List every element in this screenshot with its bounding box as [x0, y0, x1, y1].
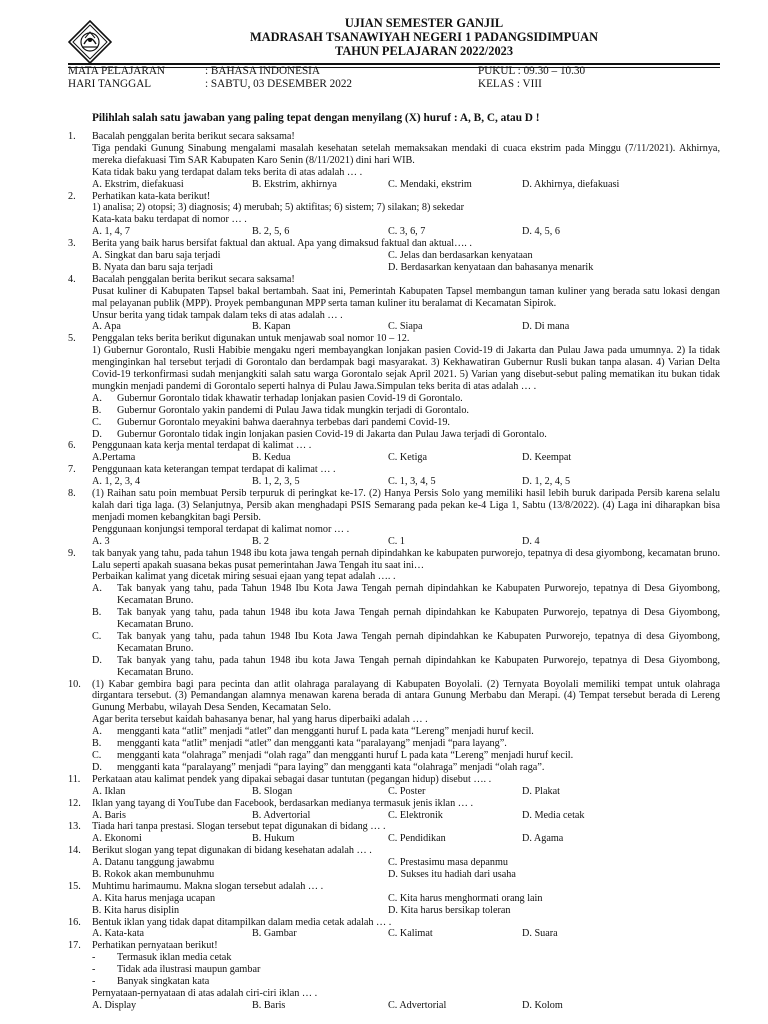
answer-option[interactable]: C. Advertorial: [388, 999, 447, 1011]
question-number: 2.: [68, 190, 76, 202]
answer-option[interactable]: D. Sukses itu hadiah dari usaha: [388, 869, 516, 880]
question-text: Perhatikan pernyataan berikut!: [92, 940, 218, 952]
answer-option[interactable]: C. Pendidikan: [388, 833, 446, 845]
answer-option[interactable]: B. Kapan: [252, 321, 291, 333]
answer-options: [0, 321, 768, 333]
answer-option[interactable]: A. Apa: [92, 321, 121, 333]
answer-option[interactable]: C. Poster: [388, 785, 426, 797]
question-text: Tiada hari tanpa prestasi. Slogan tersebut tepat digunakan di bidang … .: [92, 821, 386, 833]
answer-option[interactable]: C. 3, 6, 7: [388, 226, 426, 238]
answer-option[interactable]: D. 1, 2, 4, 5: [522, 476, 571, 488]
answer-option[interactable]: [0, 393, 768, 405]
question-number: 17.: [68, 940, 81, 952]
exam-title: UJIAN SEMESTER GANJIL: [344, 16, 504, 30]
question-number: 10.: [68, 678, 81, 690]
answer-option[interactable]: C. Ketiga: [388, 452, 428, 464]
answer-option[interactable]: D. Agama: [522, 833, 564, 845]
answer-options: [0, 893, 768, 905]
answer-option[interactable]: B. Gambar: [252, 928, 297, 940]
day-label: HARI TANGGAL: [68, 78, 152, 90]
question-item: [0, 440, 768, 464]
question-number: 4.: [68, 273, 76, 285]
question-number: 5.: [68, 333, 76, 345]
question-item: [0, 917, 768, 941]
answer-option[interactable]: [0, 738, 768, 750]
answer-options: [0, 833, 768, 845]
answer-option[interactable]: B. Hukum: [252, 833, 295, 845]
option-text: Gubernur Gorontalo tidak khawatir terhadap lonjakan pasien Covid-19 di Gorontalo.: [117, 392, 463, 404]
option-letter: A.: [92, 392, 102, 404]
answer-options: [0, 536, 768, 548]
question-text: Muhtimu harimaumu. Makna slogan tersebut adalah … .: [92, 880, 324, 892]
answer-option[interactable]: C. Jelas dan berdasarkan kenyataan: [388, 250, 533, 262]
answer-option[interactable]: B. 1, 2, 3, 5: [252, 476, 300, 488]
option-text: Tak banyak yang tahu, pada tahun 1948 Ibu Kota Jawa Tengah pernah dipindahkan ke Kabupaten Purworejo, tepatnya di desa Giyombong, Kecamatan Bruno.: [117, 630, 720, 654]
answer-option[interactable]: A. 1, 4, 7: [92, 226, 130, 238]
question-text: Pernyataan-pernyataan di atas adalah ciri-ciri iklan … .: [92, 988, 318, 999]
statement-item: [0, 952, 768, 964]
question-passage: Pusat kuliner di Kabupaten Tapsel bakal bertambah. Saat ini, Pemerintah Kabupaten Tapsel membangun taman kuliner yang berada satu lokasi dengan mal pelayanan publik (MPP). Proyek pembangunan MPP serta taman kuliner itu beralamat di Kecamatan Sipirok.: [92, 285, 720, 309]
option-text: mengganti kata “olahraga” menjadi “olah raga” dan mengganti huruf L pada kata “Lereng” menjadi huruf kecil.: [117, 750, 574, 761]
question-item: [0, 845, 768, 881]
answer-option[interactable]: A. Singkat dan baru saja terjadi: [92, 250, 221, 262]
question-item: [0, 274, 768, 334]
answer-option[interactable]: D. Suara: [522, 928, 558, 940]
answer-option[interactable]: [0, 607, 768, 631]
day-value: : SABTU, 03 DESEMBER 2022: [205, 78, 353, 90]
question-text: Iklan yang tayang di YouTube dan Facebook, berdasarkan medianya termasuk jenis iklan … .: [92, 797, 474, 809]
option-letter: D.: [92, 761, 102, 773]
answer-option[interactable]: B. Advertorial: [252, 809, 311, 821]
question-passage: Kata tidak baku yang terdapat dalam teks berita di atas adalah … .: [92, 166, 363, 178]
option-letter: B.: [92, 607, 102, 619]
answer-option[interactable]: C. Prestasimu masa depanmu: [388, 857, 508, 869]
answer-option[interactable]: [0, 429, 768, 441]
question-text: Penggunaan kata keterangan tempat terdapat di kalimat … .: [92, 464, 336, 476]
answer-option[interactable]: C. Kalimat: [388, 928, 433, 940]
statement-text: Banyak singkatan kata: [117, 976, 210, 988]
answer-option[interactable]: C. Siapa: [388, 321, 423, 333]
option-text: mengganti kata “atlit” menjadi “atlet” dan mengganti kata “paralayang” menjadi “para layang”.: [117, 738, 507, 750]
question-item: [0, 238, 768, 274]
question-passage: Kata-kata baku terdapat di nomor … .: [92, 214, 247, 226]
option-text: Gubernur Gorontalo tidak ingin lonjakan pasien Covid-19 di Jakarta dan Pulau Jawa terjadi di Gorontalo.: [117, 428, 547, 440]
answer-options: [0, 928, 768, 940]
question-number: 16.: [68, 916, 81, 928]
answer-option[interactable]: D. Media cetak: [522, 809, 585, 821]
answer-options: [0, 1000, 768, 1012]
option-text: mengganti kata “atlit” menjadi “atlet” dan mengganti huruf L pada kata “Lereng” menjadi huruf kecil.: [117, 726, 534, 738]
question-item: [0, 798, 768, 822]
statement-text: Termasuk iklan media cetak: [117, 952, 232, 964]
answer-option[interactable]: [0, 726, 768, 738]
answer-option[interactable]: B. 2: [252, 535, 269, 547]
statement-text: Tidak ada ilustrasi maupun gambar: [117, 964, 261, 976]
question-text: tak banyak yang tahu, pada tahun 1948 ibu kota jawa tengah pernah dipindahkan ke kabupaten purworejo, tepatnya di desa giyombong, kecamatan bruno. Lalu seperti apakah suasana bekas pusat pemerintahan Jawa Tengah itu saat ini…: [92, 547, 720, 571]
question-text: (1) Raihan satu poin membuat Persib terpuruk di peringkat ke-17. (2) Hanya Persis Solo yang memiliki hasil lebih buruk daripada Persib karena selalu kalah dari tiga laga. (3) Selanjutnya, Persib akan menghadapi PSIS Semarang pada pekan ke-4 Liga 1, Sabtu (13/8/2022). (4) Laga ini diharapkan bisa menjadi momen kebangkitan bagi Persib.: [92, 488, 720, 523]
question-text: Perkataan atau kalimat pendek yang dipakai sebagai dasar tuntutan (pegangan hidup) disebut …. .: [92, 773, 492, 785]
answer-option[interactable]: B. Baris: [252, 999, 286, 1011]
answer-options: [0, 810, 768, 822]
answer-option[interactable]: B. Kita harus disiplin: [92, 904, 180, 916]
question-item: [0, 821, 768, 845]
question-passage: Penggunaan konjungsi temporal terdapat di kalimat nomor … .: [92, 523, 350, 535]
question-number: 11.: [68, 773, 81, 785]
bullet-marker: -: [92, 952, 96, 964]
answer-option[interactable]: [0, 762, 768, 774]
answer-option[interactable]: A. Baris: [92, 809, 126, 821]
answer-option[interactable]: [0, 631, 768, 655]
option-text: Tak banyak yang tahu, pada Tahun 1948 Ibu Kota Jawa Tengah pernah dipindahkan ke Kabupaten Purworejo, tepatnya di Desa Giyombong, Kecamatan Bruno.: [117, 583, 720, 607]
answer-option[interactable]: D. Plakat: [522, 785, 560, 797]
answer-option[interactable]: D. Kita harus bersikap toleran: [388, 904, 511, 916]
question-passage: Tiga pendaki Gunung Sinabung mengalami masalah kesehatan setelah memaksakan mendaki di cuaca ekstrim pada Minggu (7/11/2021). Akhirnya, mereka diefakuasi Tim SAR Kabupaten Karo Senin (8/11/2021) dini hari WIB.: [92, 142, 720, 166]
question-item: [0, 940, 768, 1011]
option-letter: A.: [92, 726, 102, 738]
answer-option[interactable]: D. Di mana: [522, 321, 570, 333]
option-letter: C.: [92, 630, 102, 642]
answer-option[interactable]: A. Ekonomi: [92, 833, 142, 845]
answer-option[interactable]: D. 4, 5, 6: [522, 226, 560, 238]
answer-option[interactable]: B. Nyata dan baru saja terjadi: [92, 261, 214, 273]
answer-option[interactable]: B. Ekstrim, akhirnya: [252, 178, 337, 190]
answer-option[interactable]: [0, 417, 768, 429]
answer-option[interactable]: A.Pertama: [92, 452, 136, 464]
question-text: Perhatikan kata-kata berikut!: [92, 190, 211, 202]
exam-header: [0, 14, 768, 62]
answer-options: [0, 905, 768, 917]
answer-options: [0, 262, 768, 274]
question-item: [0, 333, 768, 440]
answer-option[interactable]: [0, 583, 768, 607]
answer-option[interactable]: C. Mendaki, ekstrim: [388, 178, 472, 190]
question-list: [0, 131, 768, 1012]
question-text: Bentuk iklan yang tidak dapat ditampilkan dalam media cetak adalah … .: [92, 916, 392, 928]
answer-option[interactable]: C. 1: [388, 535, 405, 547]
answer-option[interactable]: [0, 405, 768, 417]
option-letter: C.: [92, 750, 102, 761]
question-number: 1.: [68, 131, 76, 142]
option-letter: B.: [92, 738, 102, 750]
question-passage: 1) Gubernur Gorontalo, Rusli Habibie mengaku ngeri membayangkan lonjakan pasien Covid-19 di Jakarta dan Pulau Jawa pada umumnya. 2) Ia tidak menginginkan hal tersebut terjadi di Gorontalo dan berdampak bagi masyarakat. 3) Kekhawatiran Gubernur Rusli bukan tanpa alasan. 4) Varian Delta Covid-19 terkonfirmasi sudah menjangkiti salah satu warga Gorontalo sejak April 2021. 5) Varian yang disebut-sebut paling mematikan itu bukan tidak mungkin menjadi pandemi di Gorontalo seperti halnya di Pulau Jawa.Simpulan teks berita di atas adalah … .: [92, 345, 720, 392]
option-letter: D.: [92, 428, 102, 440]
answer-option[interactable]: D. Keempat: [522, 452, 572, 464]
question-passage: Unsur berita yang tidak tampak dalam teks di atas adalah … .: [92, 309, 343, 321]
question-text: Bacalah penggalan berita berikut secara saksama!: [92, 131, 295, 142]
option-letter: A.: [92, 583, 102, 595]
answer-option[interactable]: A. Kata-kata: [92, 928, 145, 940]
statement-item: [0, 976, 768, 988]
header-rule-thick: [68, 63, 720, 65]
question-item: [0, 191, 768, 239]
answer-option[interactable]: C. 1, 3, 4, 5: [388, 476, 436, 488]
time-label: PUKUL : 09.30 – 10.30: [478, 65, 586, 77]
option-letter: D.: [92, 654, 102, 666]
subject-label: MATA PELAJARAN: [68, 65, 166, 77]
answer-option[interactable]: A. 1, 2, 3, 4: [92, 476, 141, 488]
question-number: 12.: [68, 797, 81, 809]
option-letter: C.: [92, 416, 102, 428]
answer-option[interactable]: [0, 750, 768, 762]
answer-option[interactable]: C. Kita harus menghormati orang lain: [388, 892, 543, 904]
question-number: 3.: [68, 238, 76, 250]
question-number: 8.: [68, 488, 76, 500]
question-text: Bacalah penggalan berita berikut secara saksama!: [92, 273, 295, 285]
answer-option[interactable]: A. Iklan: [92, 785, 126, 797]
class-label: KELAS : VIII: [478, 78, 542, 90]
answer-option[interactable]: A. 3: [92, 535, 110, 547]
question-item: [0, 464, 768, 488]
answer-option[interactable]: A. Display: [92, 999, 137, 1011]
bullet-marker: -: [92, 976, 96, 988]
answer-option[interactable]: D. Berdasarkan kenyataan dan bahasanya menarik: [388, 261, 594, 273]
question-number: 9.: [68, 547, 76, 559]
answer-option[interactable]: D. Akhirnya, diefakuasi: [522, 178, 620, 190]
question-text: Penggalan teks berita berikut digunakan untuk menjawab soal nomor 10 – 12.: [92, 333, 410, 345]
header-rule-thin: [68, 67, 720, 68]
answer-option[interactable]: B. 2, 5, 6: [252, 226, 290, 238]
question-item: [0, 679, 768, 774]
question-item: [0, 131, 768, 191]
answer-option[interactable]: [0, 655, 768, 679]
question-number: 7.: [68, 464, 76, 476]
option-text: mengganti kata “paralayang” menjadi “para laying” dan mengganti kata “olahraga” menjadi “olah raga”.: [117, 761, 545, 773]
answer-options: [0, 250, 768, 262]
answer-option[interactable]: B. Slogan: [252, 785, 293, 797]
subject-value: : BAHASA INDONESIA: [205, 65, 320, 77]
answer-option[interactable]: C. Elektronik: [388, 809, 443, 821]
option-text: Tak banyak yang tahu, pada tahun 1948 ibu kota Jawa Tengah pernah dipindahkan ke Kabupaten Purworejo, tepatnya di Desa Giyombong, Kecamatan Bruno.: [117, 654, 720, 678]
instruction: Pilihlah salah satu jawaban yang paling tepat dengan menyilang (X) huruf : A, B, C, atau D !: [92, 112, 540, 124]
answer-option[interactable]: A. Datanu tanggung jawabmu: [92, 857, 215, 869]
question-item: [0, 548, 768, 679]
answer-options: [0, 786, 768, 798]
question-number: 6.: [68, 440, 76, 452]
answer-options: [0, 869, 768, 881]
question-text: Berita yang baik harus bersifat faktual dan aktual. Apa yang dimaksud faktual dan aktual…. .: [92, 238, 472, 250]
answer-options: [0, 452, 768, 464]
question-passage: Perbaikan kalimat yang dicetak miring sesuai ejaan yang tepat adalah …. .: [92, 571, 396, 583]
question-number: 13.: [68, 821, 81, 833]
question-item: [0, 774, 768, 798]
question-item: [0, 881, 768, 917]
question-text: (1) Kabar gembira bagi para pecinta dan atlit olahraga paralayang di Kabupaten Boyolali. (2) Ternyata Boyolali memiliki tempat untuk olahraga dirgantara tersebut. (3) Pemandangan alamnya menawan karena berada di antara Gunung Merbabu dan Merapi. (4) Tempat tersebut berada di Lereng Gunung Merbabu, wilayah Desa Senden, Kecamatan Selo.: [92, 678, 720, 714]
option-text: Gubernur Gorontalo yakin pandemi di Pulau Jawa tidak mungkin terjadi di Gorontalo.: [117, 404, 469, 416]
question-item: [0, 488, 768, 548]
question-text: Berikut slogan yang tepat digunakan di bidang kesehatan adalah … .: [92, 845, 372, 857]
bullet-marker: -: [92, 964, 96, 976]
question-number: 15.: [68, 880, 81, 892]
question-passage: Agar berita tersebut kaidah bahasanya benar, hal yang harus diperbaiki adalah … .: [92, 714, 428, 726]
answer-option[interactable]: D. Kolom: [522, 999, 563, 1011]
question-number: 14.: [68, 845, 81, 857]
answer-option[interactable]: B. Rokok akan membunuhmu: [92, 869, 215, 880]
answer-option[interactable]: A. Ekstrim, diefakuasi: [92, 178, 184, 190]
answer-option[interactable]: A. Kita harus menjaga ucapan: [92, 892, 216, 904]
madrasah-emblem-icon: [68, 20, 112, 64]
answer-option[interactable]: B. Kedua: [252, 452, 291, 464]
answer-options: [0, 226, 768, 238]
answer-option[interactable]: D. 4: [522, 535, 540, 547]
academic-year: TAHUN PELAJARAN 2022/2023: [334, 44, 514, 58]
option-text: Gubernur Gorontalo meyakini bahwa daerahnya terbebas dari pandemi Covid-19.: [117, 416, 450, 428]
option-letter: B.: [92, 404, 102, 416]
statement-item: [0, 964, 768, 976]
answer-options: [0, 857, 768, 869]
school-name: MADRASAH TSANAWIYAH NEGERI 1 PADANGSIDIMPUAN: [249, 30, 599, 44]
option-text: Tak banyak yang tahu, pada tahun 1948 ibu kota Jawa Tengah pernah dipindahkan ke Kabupaten Purworejo, tepatnya di Desa Giyombong, Kecamatan Bruno.: [117, 607, 720, 631]
answer-options: [0, 179, 768, 191]
answer-options: [0, 476, 768, 488]
question-passage: 1) analisa; 2) otopsi; 3) diagnosis; 4) merubah; 5) aktifitas; 6) sistem; 7) silakan; 8) sekedar: [92, 202, 465, 214]
question-text: Penggunaan kata kerja mental terdapat di kalimat … .: [92, 440, 312, 452]
